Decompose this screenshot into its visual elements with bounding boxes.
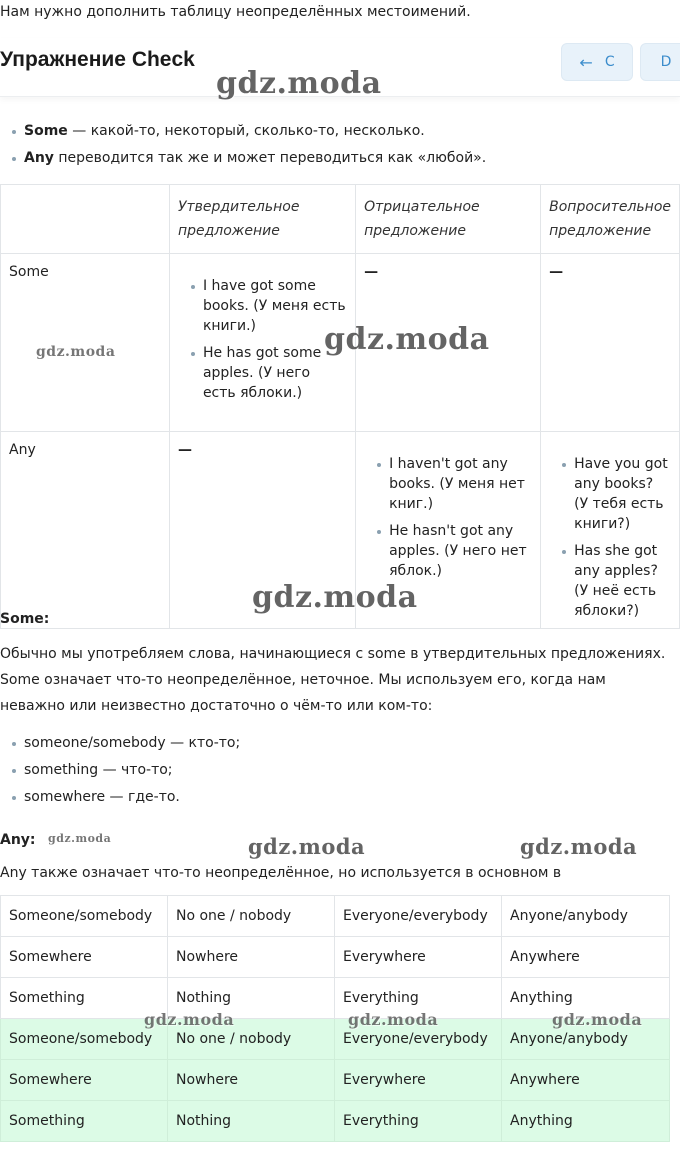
table-cell: Anything — [502, 978, 670, 1019]
pronoun-usage-table — [0, 184, 680, 629]
table-cell: Everyone/everybody — [335, 1019, 502, 1060]
table-row-highlighted — [1, 1019, 670, 1060]
arrow-left-icon: ← — [579, 52, 593, 72]
table-cell: Everyone/everybody — [335, 896, 502, 937]
table-cell: Nothing — [168, 978, 335, 1019]
example-item: Have you got any books? (У тебя есть книги?) — [562, 454, 671, 534]
list-item: something — что-то; — [12, 757, 240, 784]
table-cell: Somewhere — [1, 1060, 168, 1101]
next-exercise-label: D — [660, 54, 672, 70]
watermark-logo: gdz.moda — [36, 344, 116, 360]
table-cell: — — [541, 254, 680, 432]
table-cell: Everywhere — [335, 937, 502, 978]
pronoun-table — [0, 895, 670, 1142]
watermark-logo: gdz.moda — [348, 1010, 439, 1029]
table-row — [1, 978, 670, 1019]
table-row — [1, 432, 680, 629]
term: Some — [24, 123, 68, 139]
watermark-logo: gdz.moda — [248, 834, 366, 859]
some-words-list — [12, 730, 240, 811]
definition-list — [12, 118, 486, 172]
table-cell: No one / nobody — [168, 1019, 335, 1060]
watermark-logo: gdz.moda — [216, 66, 382, 101]
table-cell — [541, 432, 680, 629]
table-cell: Nothing — [168, 1101, 335, 1142]
prev-exercise-label: C — [604, 54, 615, 70]
table-cell: — — [169, 432, 355, 629]
table-header-cell: Отрицательное предложение — [356, 185, 541, 254]
table-row — [1, 896, 670, 937]
next-exercise-button[interactable] — [640, 43, 680, 81]
table-header-row — [1, 185, 680, 254]
table-cell — [356, 432, 541, 629]
row-label: Some — [1, 254, 170, 432]
table-row-highlighted — [1, 1101, 670, 1142]
list-item — [12, 118, 486, 145]
table-cell: — — [356, 254, 541, 432]
table-cell: Something — [1, 978, 168, 1019]
watermark-logo: gdz.moda — [144, 1010, 235, 1029]
section-title-any: Any: — [0, 832, 36, 848]
paragraph-line: неважно или неизвестно достаточно о чём-то или ком-то: — [0, 698, 433, 714]
list-item: somewhere — где-то. — [12, 784, 240, 811]
exercise-title: Упражнение Check — [0, 48, 195, 71]
example-item: He has got some apples. (У него есть яблоки.) — [191, 343, 347, 403]
table-cell: Somewhere — [1, 937, 168, 978]
table-cell: Anywhere — [502, 1060, 670, 1101]
list-item: someone/somebody — кто-то; — [12, 730, 240, 757]
watermark-logo: gdz.moda — [552, 1010, 643, 1029]
table-row — [1, 254, 680, 432]
watermark-logo: gdz.moda — [48, 832, 112, 845]
example-item: He hasn't got any apples. (У него нет яблок.) — [377, 521, 532, 581]
table-header-cell: Вопросительное предложение — [541, 185, 680, 254]
table-cell: Anything — [502, 1101, 670, 1142]
table-cell: Something — [1, 1101, 168, 1142]
table-cell: Someone/somebody — [1, 1019, 168, 1060]
table-row — [1, 937, 670, 978]
paragraph-line: Any также означает что-то неопределённое, но используется в основном в — [0, 865, 562, 881]
exercise-header — [0, 38, 680, 97]
table-header-cell — [1, 185, 170, 254]
watermark-logo: gdz.moda — [520, 834, 638, 859]
list-item — [12, 145, 486, 172]
watermark-logo: gdz.moda — [252, 580, 418, 615]
table-cell: Anyone/anybody — [502, 1019, 670, 1060]
table-cell: No one / nobody — [168, 896, 335, 937]
definition: переводится так же и может переводиться как «любой». — [53, 150, 487, 166]
table-cell — [169, 254, 355, 432]
watermark-logo: gdz.moda — [324, 322, 490, 357]
paragraph-line: Обычно мы употребляем слова, начинающиеся с some в утвердительных предложениях. — [0, 646, 666, 662]
intro-text: Нам нужно дополнить таблицу неопределённых местоимений. — [0, 4, 471, 20]
section-title-some: Some: — [0, 611, 50, 627]
table-cell: Everything — [335, 978, 502, 1019]
row-label: Any — [1, 432, 170, 629]
prev-exercise-button[interactable] — [561, 43, 633, 81]
table-cell: Nowhere — [168, 937, 335, 978]
example-item: Has she got any apples? (У неё есть яблоки?) — [562, 541, 671, 621]
table-header-cell: Утвердительное предложение — [169, 185, 355, 254]
example-item: I haven't got any books. (У меня нет книг.) — [377, 454, 532, 514]
example-item: I have got some books. (У меня есть книги.) — [191, 276, 347, 336]
definition: — какой-то, некоторый, сколько-то, несколько. — [67, 123, 425, 139]
table-cell: Anyone/anybody — [502, 896, 670, 937]
table-cell: Everything — [335, 1101, 502, 1142]
table-cell: Anywhere — [502, 937, 670, 978]
paragraph-line: Some означает что-то неопределённое, неточное. Мы используем его, когда нам — [0, 672, 606, 688]
table-cell: Someone/somebody — [1, 896, 168, 937]
term: Any — [24, 150, 54, 166]
table-cell: Everywhere — [335, 1060, 502, 1101]
table-row-highlighted — [1, 1060, 670, 1101]
table-cell: Nowhere — [168, 1060, 335, 1101]
